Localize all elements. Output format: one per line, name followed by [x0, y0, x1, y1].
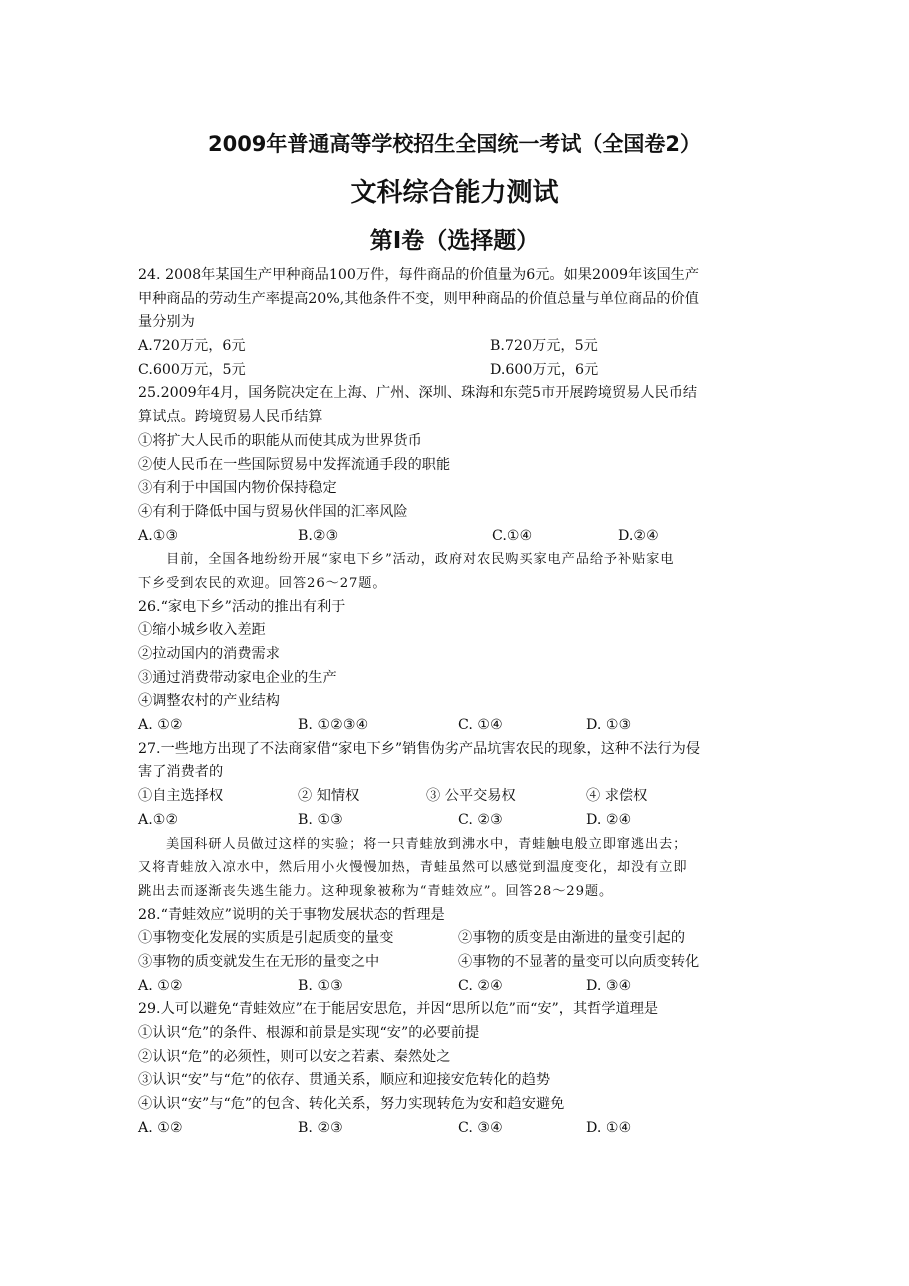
intro-28-29-line: 美国科研人员做过这样的实验；将一只青蛙放到沸水中，青蛙触电般立即窜逃出去； — [166, 836, 688, 852]
exam-title: 2009年普通高等学校招生全国统一考试（全国卷2） — [207, 132, 702, 156]
intro-28-29-line: 跳出去而逐渐丧失逃生能力。这种现象被称为“青蛙效应”。回答28～29题。 — [138, 883, 614, 899]
q28-option-c: C. ②④ — [458, 977, 503, 994]
q29-option-b: B. ②③ — [298, 1119, 343, 1136]
q26-stem-line: 26.“家电下乡”活动的推出有利于 — [138, 598, 346, 615]
q26-option-a: A. ①② — [138, 717, 183, 734]
intro-28-29-line: 又将青蛙放入凉水中，然后用小火慢慢加热，青蛙虽然可以感觉到温度变化，却没有立即 — [138, 860, 688, 876]
q24-options-row — [138, 359, 778, 383]
questions — [138, 264, 778, 1140]
q28-item-4: ④事物的不显著的量变可以向质变转化 — [458, 953, 700, 970]
q27-option-b: B. ①③ — [298, 811, 343, 828]
q25-item: ③有利于中国国内物价保持稳定 — [138, 480, 337, 497]
intro-26-27-line: 下乡受到农民的欢迎。回答26～27题。 — [138, 575, 387, 591]
q24-options-row — [138, 335, 778, 359]
q29-item: ①认识“危”的条件、根源和前景是实现“安”的必要前提 — [138, 1025, 480, 1041]
q27-option-c: C. ②③ — [458, 811, 503, 828]
q26-option-d: D. ①③ — [586, 717, 632, 734]
q29-stem-line: 29.人可以避免“青蛙效应”在于能居安思危，并因“思所以危”而“安”，其哲学道理是 — [138, 1001, 659, 1018]
q24-stem-line: 24. 2008年某国生产甲种商品100万件，每件商品的价值量为6元。如果2009年该国生产 — [138, 267, 700, 283]
q28-item-2: ②事物的质变是由渐进的量变引起的 — [458, 930, 686, 947]
q25-option-d: D.②④ — [618, 527, 659, 544]
q24-option-d: D.600万元，6元 — [490, 361, 599, 378]
q25-item: ①将扩大人民币的职能从而使其成为世界货币 — [138, 432, 422, 449]
q28-item-3: ③事物的质变就发生在无形的量变之中 — [138, 953, 380, 970]
q24-stem-line: 量分别为 — [138, 314, 195, 331]
q25-item: ②使人民币在一些国际贸易中发挥流通手段的职能 — [138, 456, 451, 473]
q27-item-1: ①自主选择权 — [138, 788, 224, 805]
section-title: 第I卷（选择题） — [369, 228, 540, 254]
q27-item-2: ② 知情权 — [298, 788, 360, 805]
q24-option-c: C.600万元，5元 — [138, 361, 246, 378]
q27-stem-line: 27.一些地方出现了不法商家借“家电下乡”销售伪劣产品坑害农民的现象，这种不法行为侵 — [138, 740, 701, 757]
q27-item-4: ④ 求偿权 — [586, 788, 648, 805]
q24-option-b: B.720万元，5元 — [490, 338, 598, 355]
intro-26-27-line: 目前，全国各地纷纷开展“家电下乡”活动，政府对农民购买家电产品给予补贴家电 — [166, 552, 675, 568]
q25-stem-line: 算试点。跨境贸易人民币结算 — [138, 409, 323, 426]
q25-option-a: A.①③ — [138, 527, 179, 544]
q27-stem-line: 害了消费者的 — [138, 764, 224, 781]
q25-options-row — [138, 525, 778, 549]
q26-options-row — [138, 714, 778, 738]
q27-items-row — [138, 785, 778, 809]
q28-option-a: A. ①② — [138, 977, 183, 994]
q26-item: ②拉动国内的消费需求 — [138, 646, 280, 662]
q28-stem-line: 28.“青蛙效应”说明的关于事物发展状态的哲理是 — [138, 906, 445, 923]
q26-option-b: B. ①②③④ — [298, 717, 369, 734]
q28-items-row — [138, 927, 778, 951]
q29-option-a: A. ①② — [138, 1119, 183, 1136]
q29-item: ③认识“安”与“危”的依存、贯通关系，顺应和迎接安危转化的趋势 — [138, 1072, 551, 1089]
q26-item: ③通过消费带动家电企业的生产 — [138, 669, 337, 686]
q26-option-c: C. ①④ — [458, 717, 503, 734]
q29-item: ②认识“危”的必须性，则可以安之若素、秦然处之 — [138, 1048, 451, 1065]
q25-stem-line: 25.2009年4月，国务院决定在上海、广州、深圳、珠海和东莞5市开展跨境贸易人民币结 — [138, 385, 698, 402]
q25-item: ④有利于降低中国与贸易伙伴国的汇率风险 — [138, 503, 408, 520]
q28-option-d: D. ③④ — [586, 977, 632, 994]
q26-item: ①缩小城乡收入差距 — [138, 622, 266, 639]
subject-title: 文科综合能力测试 — [350, 178, 559, 208]
q27-option-d: D. ②④ — [586, 811, 632, 828]
q29-option-c: C. ③④ — [458, 1119, 503, 1136]
q26-item: ④调整农村的产业结构 — [138, 693, 280, 710]
q28-items-row — [138, 951, 778, 975]
q29-option-d: D. ①④ — [586, 1119, 632, 1136]
q27-options-row — [138, 809, 778, 833]
q25-option-c: C.①④ — [492, 527, 533, 544]
q28-options-row — [138, 975, 778, 999]
q28-option-b: B. ①③ — [298, 977, 343, 994]
q27-option-a: A.①② — [138, 811, 179, 828]
q24-option-a: A.720万元，6元 — [138, 338, 246, 355]
q27-item-3: ③ 公平交易权 — [426, 788, 516, 805]
q28-item-1: ①事物变化发展的实质是引起质变的量变 — [138, 930, 394, 947]
q29-item: ④认识“安”与“危”的包含、转化关系，努力实现转危为安和趋安避免 — [138, 1096, 565, 1113]
q29-options-row — [138, 1117, 778, 1141]
q24-stem-line: 甲种商品的劳动生产率提高20%,其他条件不变，则甲种商品的价值总量与单位商品的价值 — [138, 290, 699, 307]
q25-option-b: B.②③ — [298, 527, 339, 544]
